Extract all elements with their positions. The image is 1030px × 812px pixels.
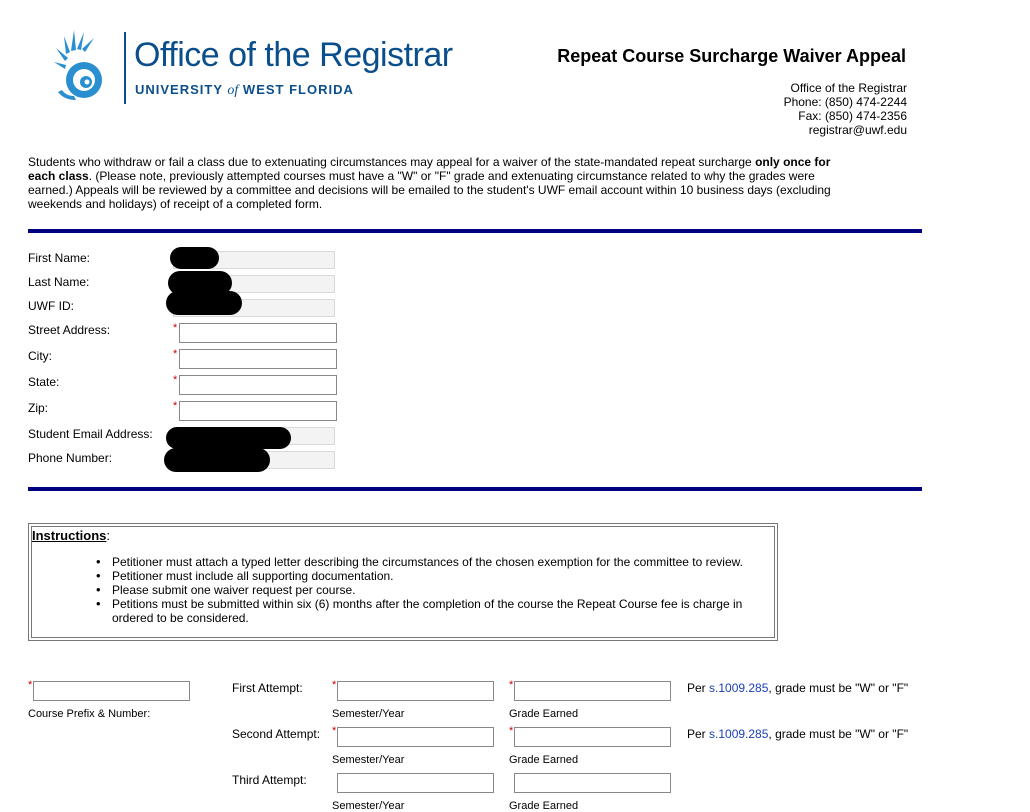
required-mark: * [173, 322, 178, 334]
uwf-shell-logo-icon [54, 30, 104, 106]
phone-label: Phone Number: [28, 451, 113, 465]
contact-phone: Phone: (850) 474-2244 [783, 95, 907, 109]
second-attempt-label: Second Attempt: [232, 727, 321, 741]
city-label: City: [28, 349, 52, 363]
logo-title: Office of the Registrar [134, 36, 453, 74]
required-mark: * [509, 679, 514, 691]
statute-link[interactable]: s.1009.285 [709, 727, 769, 741]
third-attempt-grade-input[interactable] [514, 773, 671, 793]
statute-link[interactable]: s.1009.285 [709, 681, 769, 695]
grade-earned-label: Grade Earned [509, 754, 579, 766]
logo-sub-of: of [227, 83, 239, 98]
grade-earned-label: Grade Earned [509, 800, 579, 812]
zip-input[interactable] [179, 401, 337, 421]
third-attempt-semester-input[interactable] [337, 773, 494, 793]
semester-year-label: Semester/Year [332, 708, 405, 720]
per-text: Per [687, 681, 710, 695]
grade-rule-note [687, 681, 908, 695]
required-mark: * [173, 348, 178, 360]
last-name-label: Last Name: [28, 275, 90, 289]
redaction-first-name [170, 247, 219, 269]
street-address-label: Street Address: [28, 323, 111, 337]
grade-rule-note [687, 727, 908, 741]
state-label: State: [28, 375, 60, 389]
divider-top [28, 229, 922, 233]
logo-divider [124, 32, 126, 104]
contact-office: Office of the Registrar [790, 81, 907, 95]
first-attempt-label: First Attempt: [232, 681, 303, 695]
first-attempt-semester-input[interactable] [337, 681, 494, 701]
instruction-item: • Petitioner must attach a typed letter describing the circumstances of the chosen exemption for the committee to review. [92, 555, 762, 569]
instructions-colon: : [106, 528, 111, 543]
intro-part1: Students who withdraw or fail a class due to extenuating circumstances may appeal for a waiver of the state-mandated repeat surcharge [28, 155, 756, 169]
third-attempt-label: Third Attempt: [232, 773, 307, 787]
zip-label: Zip: [28, 401, 49, 415]
required-mark: * [332, 725, 337, 737]
course-prefix-input[interactable] [33, 681, 190, 701]
required-mark: * [173, 374, 178, 386]
second-attempt-grade-input[interactable] [514, 727, 671, 747]
instruction-item: • Petitioner must include all supporting documentation. [92, 569, 762, 583]
instruction-item: • Petitions must be submitted within six (6) months after the completion of the course the Repeat Course fee is charge in ordered to be considered. [92, 597, 762, 625]
required-mark: * [28, 679, 33, 691]
instructions-title: Instructions [32, 528, 107, 543]
redaction-phone [164, 448, 270, 472]
semester-year-label: Semester/Year [332, 754, 405, 766]
street-address-input[interactable] [179, 323, 337, 343]
logo-sub-right: WEST FLORIDA [242, 82, 354, 97]
semester-year-label: Semester/Year [332, 800, 405, 812]
uwf-id-label: UWF ID: [28, 299, 74, 313]
contact-fax: Fax: (850) 474-2356 [798, 109, 907, 123]
first-name-label: First Name: [28, 251, 91, 265]
intro-bold: only once for each class [28, 155, 831, 183]
redaction-email [166, 427, 291, 449]
instructions-list [92, 555, 762, 625]
intro-paragraph [28, 155, 838, 211]
grade-rule-text: , grade must be "W" or "F" [768, 681, 909, 695]
grade-earned-label: Grade Earned [509, 708, 579, 720]
intro-part2: . (Please note, previously attempted courses must have a "W" or "F" grade and extenuating circumstance related to why the grades were earned.) Appeals will be reviewed by a committee and decisions will be emailed to the student's UWF email account within 10 business days (excluding weekends and holidays) of receipt of a completed form. [28, 169, 831, 211]
required-mark: * [332, 679, 337, 691]
city-input[interactable] [179, 349, 337, 369]
logo-subtitle [135, 82, 354, 99]
instruction-item: • Please submit one waiver request per course. [92, 583, 762, 597]
divider-bottom [28, 487, 922, 491]
contact-email: registrar@uwf.edu [808, 123, 907, 137]
logo-sub-left: UNIVERSITY [135, 82, 223, 97]
required-mark: * [509, 725, 514, 737]
grade-rule-text: , grade must be "W" or "F" [768, 727, 909, 741]
course-prefix-label: Course Prefix & Number: [28, 708, 151, 720]
form-title: Repeat Course Surcharge Waiver Appeal [557, 46, 906, 66]
redaction-uwf-id [166, 291, 242, 315]
instructions-heading [32, 528, 110, 543]
contact-block [784, 81, 907, 137]
required-mark: * [173, 400, 178, 412]
state-input[interactable] [179, 375, 337, 395]
second-attempt-semester-input[interactable] [337, 727, 494, 747]
per-text: Per [687, 727, 710, 741]
email-label: Student Email Address: [28, 427, 153, 441]
first-attempt-grade-input[interactable] [514, 681, 671, 701]
